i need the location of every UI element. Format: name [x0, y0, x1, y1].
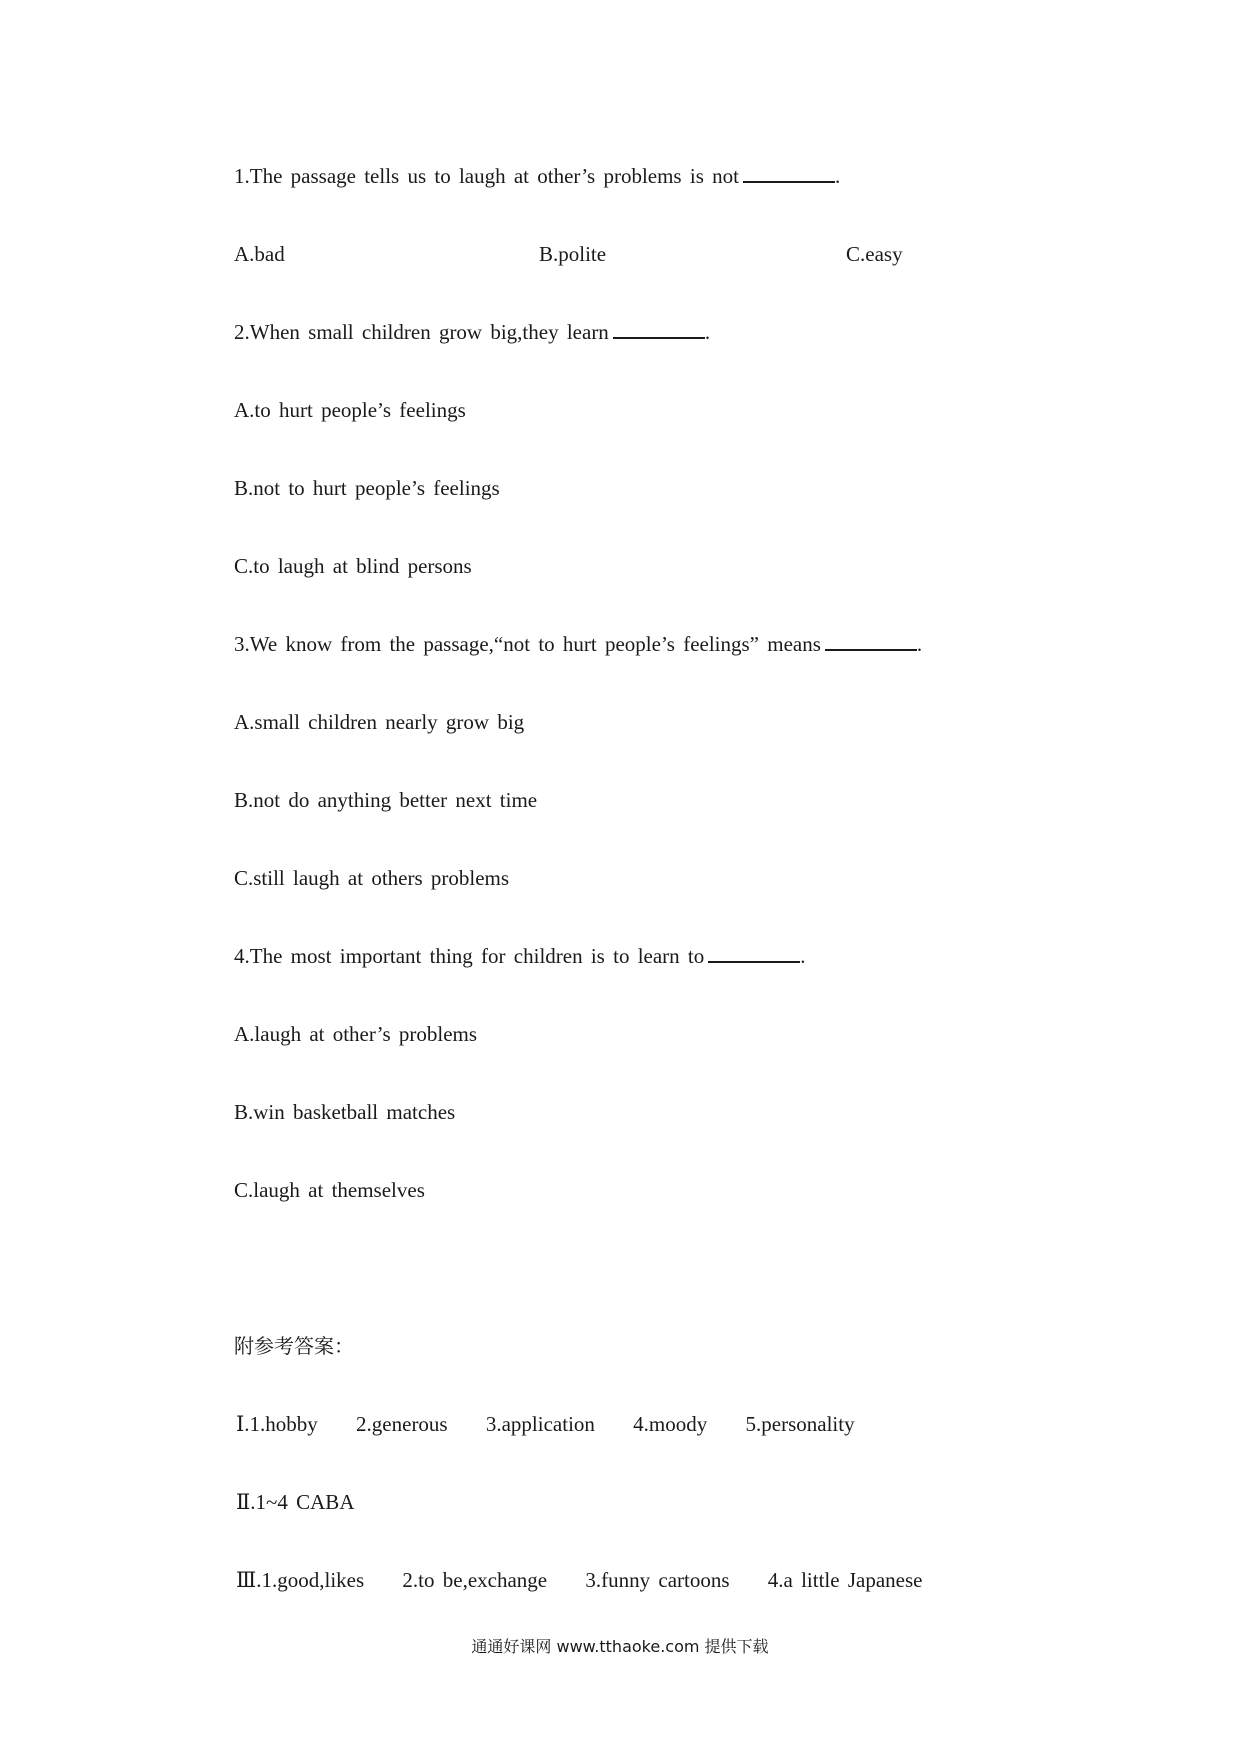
question-3-stem: 3.We know from the passage,“not to hurt people’s feelings” means . — [234, 632, 923, 656]
answers-heading: 附参考答案： — [234, 1334, 354, 1358]
option-b: B.not to hurt people’s feelings — [234, 476, 500, 500]
answer-item: Ⅱ.1~4 CABA — [236, 1490, 355, 1514]
question-4-text: 4.The most important thing for children is to learn to — [234, 944, 705, 968]
option-c: C.laugh at themselves — [234, 1178, 425, 1202]
answers-row-2 — [236, 1488, 384, 1516]
answer-item: 2.to be,exchange — [402, 1568, 548, 1592]
option-b: B.win basketball matches — [234, 1100, 456, 1124]
answer-blank — [825, 631, 917, 651]
answer-item: Ⅰ.1.hobby — [236, 1412, 318, 1436]
answer-blank — [613, 319, 705, 339]
page-footer: 通通好课网 www.tthaoke.com 提供下载 — [471, 1637, 769, 1656]
option-c: C.still laugh at others problems — [234, 866, 510, 890]
option-b: B.not do anything better next time — [234, 788, 538, 812]
answer-item: 4.a little Japanese — [767, 1568, 923, 1592]
answer-blank — [743, 163, 835, 183]
option-b: B.polite — [539, 242, 607, 266]
option-c: C.to laugh at blind persons — [234, 554, 472, 578]
question-1-text: 1.The passage tells us to laugh at other’s problems is not — [234, 164, 739, 188]
answer-item: 4.moody — [633, 1412, 708, 1436]
question-1-stem: 1.The passage tells us to laugh at other’s problems is not . — [234, 164, 841, 188]
option-a: A.bad — [234, 242, 285, 266]
question-2-text: 2.When small children grow big,they learn — [234, 320, 609, 344]
question-3-text: 3.We know from the passage,“not to hurt people’s feelings” means — [234, 632, 821, 656]
option-a: A.laugh at other’s problems — [234, 1022, 478, 1046]
answer-item: 3.application — [485, 1412, 595, 1436]
option-c: C.easy — [846, 242, 903, 266]
answers-row-3 — [236, 1566, 952, 1594]
question-2-stem: 2.When small children grow big,they learn . — [234, 320, 711, 344]
answer-blank — [708, 943, 800, 963]
answer-item: 5.personality — [745, 1412, 855, 1436]
question-1-options — [234, 240, 1034, 268]
answers-row-1 — [236, 1410, 885, 1438]
answer-item: Ⅲ.1.good,likes — [236, 1568, 365, 1592]
option-a: A.small children nearly grow big — [234, 710, 525, 734]
option-a: A.to hurt people’s feelings — [234, 398, 466, 422]
answer-item: 3.funny cartoons — [585, 1568, 730, 1592]
answer-item: 2.generous — [356, 1412, 448, 1436]
question-4-stem: 4.The most important thing for children is to learn to . — [234, 944, 806, 968]
